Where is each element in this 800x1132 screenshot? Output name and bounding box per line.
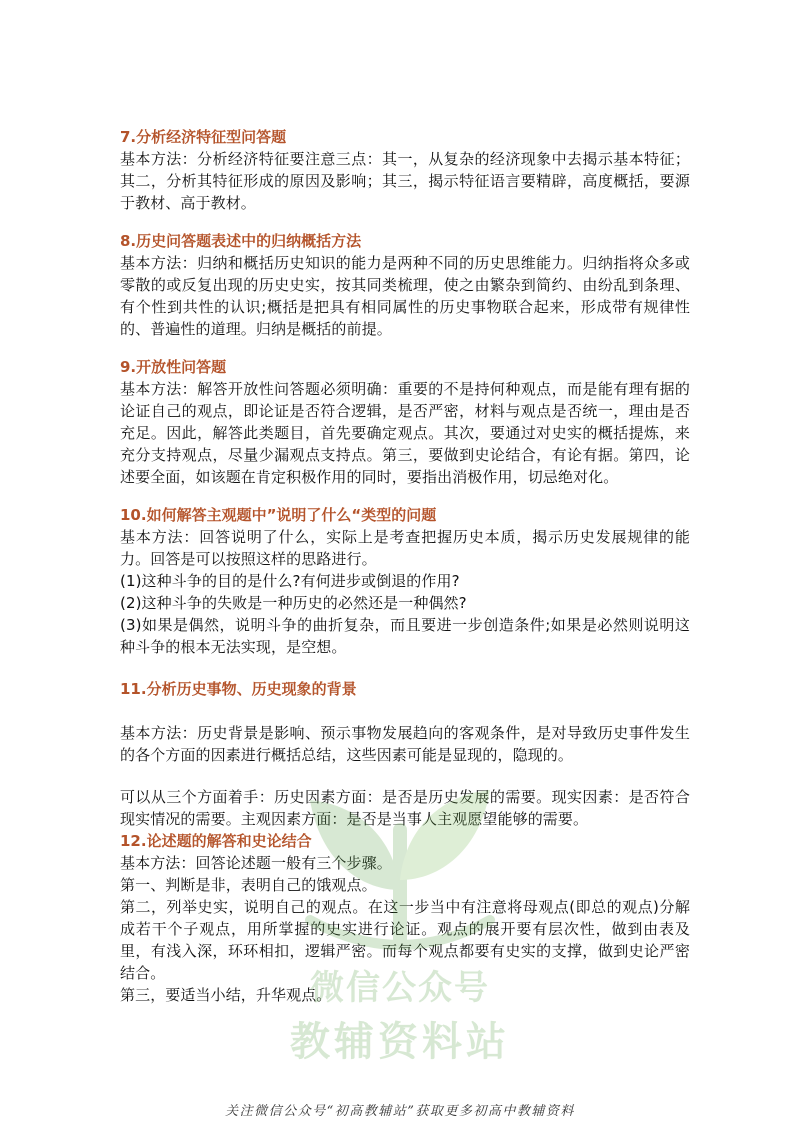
section-paragraph: 第二，列举史实，说明自己的观点。在这一步当中有注意将母观点(即总的观点)分解成若干个子观点，用所掌握的史实进行论证。观点的展开要有层次性，做到由表及里，有浅入深，环环相扣，逻辑严密。而每个观点都要有史实的支撑，做到史论严密结合。	[120, 898, 690, 982]
section-7	[120, 126, 690, 214]
section-paragraph: 基本方法：历史背景是影响、预示事物发展趋向的客观条件，是对导致历史事件发生的各个方面的因素进行概括总结，这些因素可能是显现的，隐现的。	[120, 724, 690, 764]
section-heading: 8.历史问答题表述中的归纳概括方法	[120, 232, 362, 250]
section-paragraph: 基本方法：解答开放性问答题必须明确：重要的不是持何种观点，而是能有理有据的论证自己的观点，即论证是否符合逻辑，是否严密，材料与观点是否统一，理由是否充足。因此，解答此类题目，首先要确定观点。其次，要通过对史实的概括提炼，来充分支持观点，尽量少漏观点支持点。第三，要做到史论结合，有论有据。第四，论述要全面，如该题在肯定积极作用的同时，要指出消极作用，切忌绝对化。	[120, 380, 690, 486]
section-9	[120, 356, 690, 488]
section-8	[120, 230, 690, 340]
section-paragraph: 第一、判断是非，表明自己的饿观点。	[120, 876, 377, 894]
watermark-line-2: 教辅资料站	[290, 1019, 510, 1065]
section-12	[120, 830, 690, 1006]
section-paragraph: 第三，要适当小结，升华观点。	[120, 986, 332, 1004]
section-heading: 9.开放性问答题	[120, 358, 227, 376]
list-item: (3)如果是偶然，说明斗争的曲折复杂，而且要进一步创造条件;如果是必然则说明这种斗争的根本无法实现，是空想。	[120, 616, 690, 656]
section-heading: 7.分析经济特征型问答题	[120, 128, 287, 146]
section-10	[120, 504, 690, 658]
list-item: (2)这种斗争的失败是一种历史的必然还是一种偶然?	[120, 594, 467, 612]
section-11	[120, 678, 690, 830]
section-paragraph: 可以从三个方面着手：历史因素方面：是否是历史发展的需要。现实因素：是否符合现实情况的需要。主观因素方面：是否是当事人主观愿望能够的需要。	[120, 788, 690, 828]
section-heading: 12.论述题的解答和史论结合	[120, 832, 312, 850]
section-paragraph: 基本方法：回答说明了什么，实际上是考查把握历史本质，揭示历史发展规律的能力。回答是可以按照这样的思路进行。	[120, 528, 690, 568]
list-item: (1)这种斗争的目的是什么?有何进步或倒退的作用?	[120, 572, 460, 590]
section-paragraph: 基本方法：分析经济特征要注意三点：其一，从复杂的经济现象中去揭示基本特征；其二，分析其特征形成的原因及影响；其三，揭示特征语言要精辟，高度概括，要源于教材、高于教材。	[120, 150, 690, 212]
section-heading: 11.分析历史事物、历史现象的背景	[120, 680, 357, 698]
page-footer: 关注微信公众号“初高教辅站”获取更多初高中教辅资料	[225, 1104, 575, 1119]
section-heading: 10.如何解答主观题中”说明了什么“类型的问题	[120, 506, 437, 524]
watermark-line-1: 微信公众号	[310, 968, 490, 1008]
section-paragraph: 基本方法：归纳和概括历史知识的能力是两种不同的历史思维能力。归纳指将众多或零散的或反复出现的历史史实，按其同类梳理，使之由繁杂到简约、由纷乱到条理、有个性到共性的认识;概括是把具有相同属性的历史事物联合起来，形成带有规律性的、普遍性的道理。归纳是概括的前提。	[120, 254, 690, 338]
document-body	[120, 126, 690, 1006]
section-paragraph: 基本方法：回答论述题一般有三个步骤。	[120, 854, 392, 872]
